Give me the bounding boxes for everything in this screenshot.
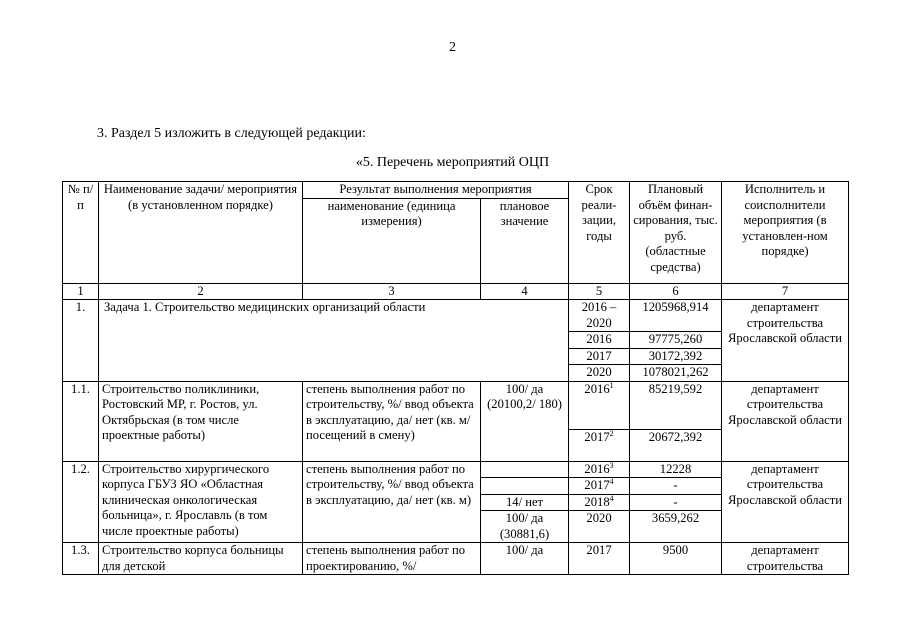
col-number: 6 xyxy=(630,283,722,300)
result-name: степень выполнения работ по проектированию, %/ xyxy=(303,543,481,575)
activity-name: Строительство корпуса больницы для детской xyxy=(99,543,303,575)
footnote-mark: 3 xyxy=(609,461,614,470)
row-no: 1. xyxy=(63,300,99,382)
column-numbers-row xyxy=(63,283,849,300)
header-row xyxy=(63,182,849,199)
col-number: 2 xyxy=(99,283,303,300)
footnote-mark: 1 xyxy=(609,381,614,390)
year-text: 2017 xyxy=(584,429,610,444)
year-text: 2020 xyxy=(586,511,612,525)
table-row xyxy=(63,543,849,575)
footnote-mark: 4 xyxy=(609,477,614,486)
plan-value xyxy=(481,461,569,478)
result-name: степень выполнения работ по строительству, %/ ввод объекта в эксплуатацию, да/ нет (кв. м/ посещений в смену) xyxy=(303,381,481,461)
table-row xyxy=(63,381,849,429)
table-row xyxy=(63,300,849,332)
header-term: Срок реали-зации, годы xyxy=(569,182,630,284)
executor-cell: департамент строительства Ярославской области xyxy=(722,300,849,382)
table-title: «5. Перечень мероприятий ОЦП xyxy=(355,155,550,170)
activity-name: Строительство поликлиники, Ростовский МР, г. Ростов, ул. Октябрьская (в том числе проектные работы) xyxy=(99,381,303,461)
finance-cell: - xyxy=(630,478,722,495)
term-cell xyxy=(569,461,630,478)
header-executor: Исполнитель и соисполнители мероприятия (в установлен-ном порядке) xyxy=(722,182,849,284)
finance-cell: 1078021,262 xyxy=(630,365,722,382)
col-number: 7 xyxy=(722,283,849,300)
finance-cell: 12228 xyxy=(630,461,722,478)
term-cell xyxy=(569,429,630,461)
activity-name: Строительство хирургического корпуса ГБУЗ ЯО «Областная клиническая онкологическая больница», г. Ярославль (в том числе проектные работы) xyxy=(99,461,303,543)
finance-cell: 97775,260 xyxy=(630,332,722,349)
header-task: Наименование задачи/ мероприятия (в установленном порядке) xyxy=(99,182,303,284)
executor-cell: департамент строительства xyxy=(722,543,849,575)
footnote-mark: 4 xyxy=(609,494,614,503)
header-result-plan: плановое значение xyxy=(481,198,569,283)
term-cell xyxy=(569,494,630,511)
col-number: 5 xyxy=(569,283,630,300)
row-no: 1.3. xyxy=(63,543,99,575)
term-cell xyxy=(569,381,630,429)
footnote-mark: 2 xyxy=(609,429,614,438)
plan-value: 100/ да xyxy=(481,543,569,575)
col-number: 4 xyxy=(481,283,569,300)
header-finance: Плановый объём финан-сирования, тыс. руб. (областные средства) xyxy=(630,182,722,284)
year-text: 2016 xyxy=(584,461,610,476)
year-text: 2017 xyxy=(584,478,610,492)
header-result-name: наименование (единица измерения) xyxy=(303,198,481,283)
finance-cell: - xyxy=(630,494,722,511)
col-number: 1 xyxy=(63,283,99,300)
year-text: 2016 xyxy=(584,381,610,396)
term-cell: 2017 xyxy=(569,543,630,575)
finance-cell: 85219,592 xyxy=(630,381,722,429)
header-no: № п/п xyxy=(63,182,99,284)
term-cell: 2020 xyxy=(569,365,630,382)
executor-cell: департамент строительства Ярославской области xyxy=(722,461,849,543)
task-name: Задача 1. Строительство медицинских организаций области xyxy=(99,300,569,382)
plan-value xyxy=(481,478,569,495)
finance-cell: 20672,392 xyxy=(630,429,722,461)
intro-text: 3. Раздел 5 изложить в следующей редакции: xyxy=(97,126,366,141)
result-name: степень выполнения работ по строительству, %/ ввод объекта в эксплуатацию, да/ нет (кв. м) xyxy=(303,461,481,543)
finance-cell: 1205968,914 xyxy=(630,300,722,332)
row-no: 1.2. xyxy=(63,461,99,543)
term-cell xyxy=(569,511,630,543)
finance-cell: 9500 xyxy=(630,543,722,575)
term-cell: 2016 xyxy=(569,332,630,349)
row-no: 1.1. xyxy=(63,381,99,461)
plan-value: 14/ нет xyxy=(481,494,569,511)
finance-cell: 3659,262 xyxy=(630,511,722,543)
header-result: Результат выполнения мероприятия xyxy=(303,182,569,199)
finance-cell: 30172,392 xyxy=(630,348,722,365)
term-cell: 2017 xyxy=(569,348,630,365)
term-cell xyxy=(569,478,630,495)
plan-value: 100/ да (20100,2/ 180) xyxy=(481,381,569,461)
table-row xyxy=(63,461,849,478)
year-text: 2018 xyxy=(584,494,610,509)
activities-table xyxy=(62,181,849,575)
executor-cell: департамент строительства Ярославской области xyxy=(722,381,849,461)
term-cell: 2016 – 2020 xyxy=(569,300,630,332)
page-number: 2 xyxy=(449,40,456,55)
col-number: 3 xyxy=(303,283,481,300)
plan-value: 100/ да (30881,6) xyxy=(481,511,569,543)
